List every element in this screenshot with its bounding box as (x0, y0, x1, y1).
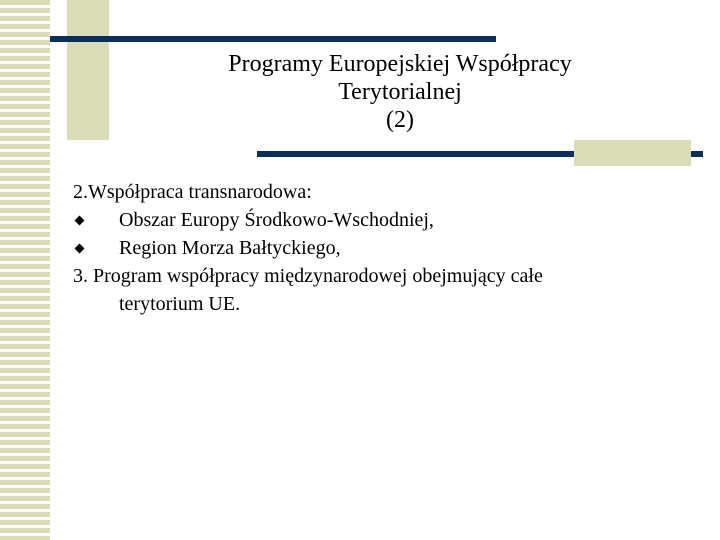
left-striped-border (0, 0, 50, 540)
decorative-navy-bar-top (50, 36, 496, 42)
list-item-3-continuation: terytorium UE. (119, 293, 241, 315)
decorative-tan-block-bottom (574, 140, 691, 166)
bullet-item (73, 234, 693, 262)
decorative-tan-block-top (67, 0, 109, 140)
slide-title (140, 50, 660, 134)
list-item-3: 3. Program współpracy międzynarodowej obejmujący całe (73, 265, 543, 287)
bullet-item (73, 206, 693, 234)
title-line-1: Programy Europejskiej Współpracy (228, 51, 572, 77)
bullet-text: Region Morza Bałtyckiego, (119, 237, 341, 259)
title-line-3: (2) (386, 107, 414, 133)
list-item-2: 2.Współpraca transnarodowa: (73, 181, 312, 203)
slide-content (73, 178, 693, 318)
bullet-text: Obszar Europy Środkowo-Wschodniej, (119, 209, 434, 231)
title-line-2: Terytorialnej (338, 79, 462, 105)
